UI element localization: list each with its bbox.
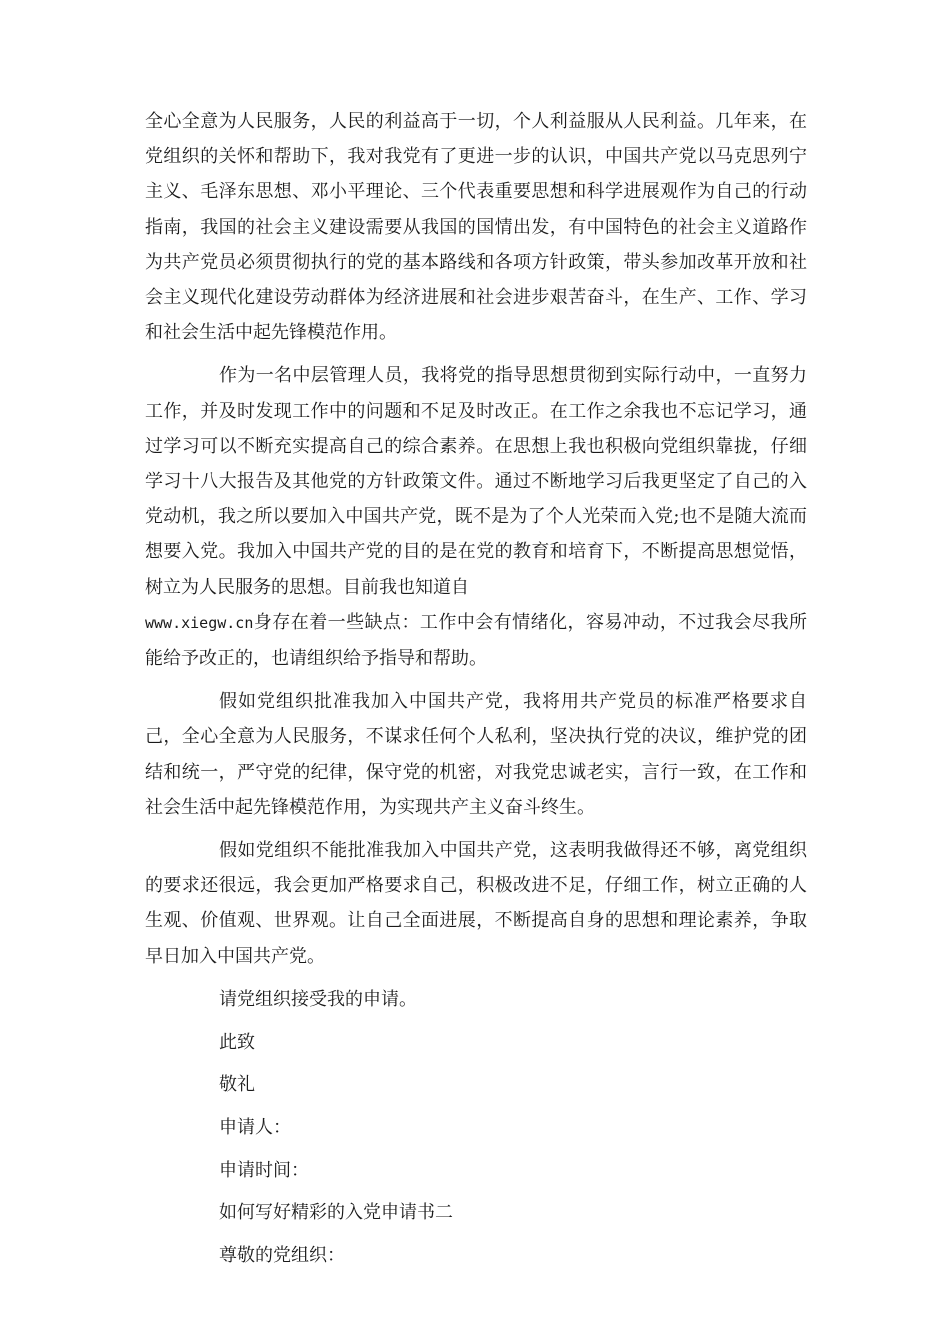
applicant-label: 申请人： — [219, 1116, 291, 1138]
website-url-text: www.xiegw.cn — [145, 613, 254, 632]
paragraph-2-text-a: 作为一名中层管理人员，我将党的指导思想贯彻到实际行动中，一直努力工作，并及时发现工作中的问题和不足及时改正。在工作之余我也不忘记学习，通过学习可以不断充实提高自己的综合素养。在思想上我也积极向党组织靠拢，仔细学习十八大报告及其他党的方针政策文件。通过不断地学习后我更坚定了自己的入党动机，我之所以要加入中国共产党，既不是为了个人光荣而入党;也不是随大流而想要入党。我加入中国共产党的目的是在党的教育和培育下，不断提高思想觉悟，树立为人民服务的思想。目前我也知道自 — [145, 365, 807, 598]
paragraph-1: 全心全意为人民服务，人民的利益高于一切，个人利益服从人民利益。几年来，在党组织的关怀和帮助下，我对我党有了更进一步的认识，中国共产党以马克思列宁主义、毛泽东思想、邓小平理论、三个代表重要思想和科学进展观作为自己的行动指南，我国的社会主义建设需要从我国的国情出发，有中国特色的社会主义道路作为共产党员必须贯彻执行的党的基本路线和各项方针政策，带头参加改革开放和社会主义现代化建设劳动群体为经济进展和社会进步艰苦奋斗，在生产、工作、学习和社会生活中起先锋模范作用。 — [145, 111, 807, 344]
closing-request: 请党组织接受我的申请。 — [219, 988, 417, 1010]
document-body — [145, 104, 807, 1281]
salutation-jingli: 敬礼 — [219, 1074, 255, 1096]
paragraph-4: 假如党组织不能批准我加入中国共产党，这表明我做得还不够，离党组织的要求还很远，我会更加严格要求自己，积极改进不足，仔细工作，树立正确的人生观、价值观、世界观。让自己全面进展，不断提高自身的思想和理论素养，争取早日加入中国共产党。 — [145, 840, 807, 967]
paragraph-2 — [145, 358, 807, 676]
next-section-title: 如何写好精彩的入党申请书二 — [219, 1202, 453, 1224]
next-section-greeting: 尊敬的党组织： — [219, 1245, 345, 1267]
apply-date-label: 申请时间： — [219, 1159, 309, 1181]
paragraph-2-text-b: 身存在着一些缺点：工作中会有情绪化，容易冲动，不过我会尽我所能给予改正的，也请组织给予指导和帮助。 — [145, 611, 807, 670]
paragraph-3: 假如党组织批准我加入中国共产党，我将用共产党员的标准严格要求自己，全心全意为人民服务，不谋求任何个人私利，坚决执行党的决议，维护党的团结和统一，严守党的纪律，保守党的机密，对我党忠诚老实，言行一致，在工作和社会生活中起先锋模范作用，为实现共产主义奋斗终生。 — [145, 691, 807, 818]
salutation-cizhi: 此致 — [219, 1031, 255, 1053]
